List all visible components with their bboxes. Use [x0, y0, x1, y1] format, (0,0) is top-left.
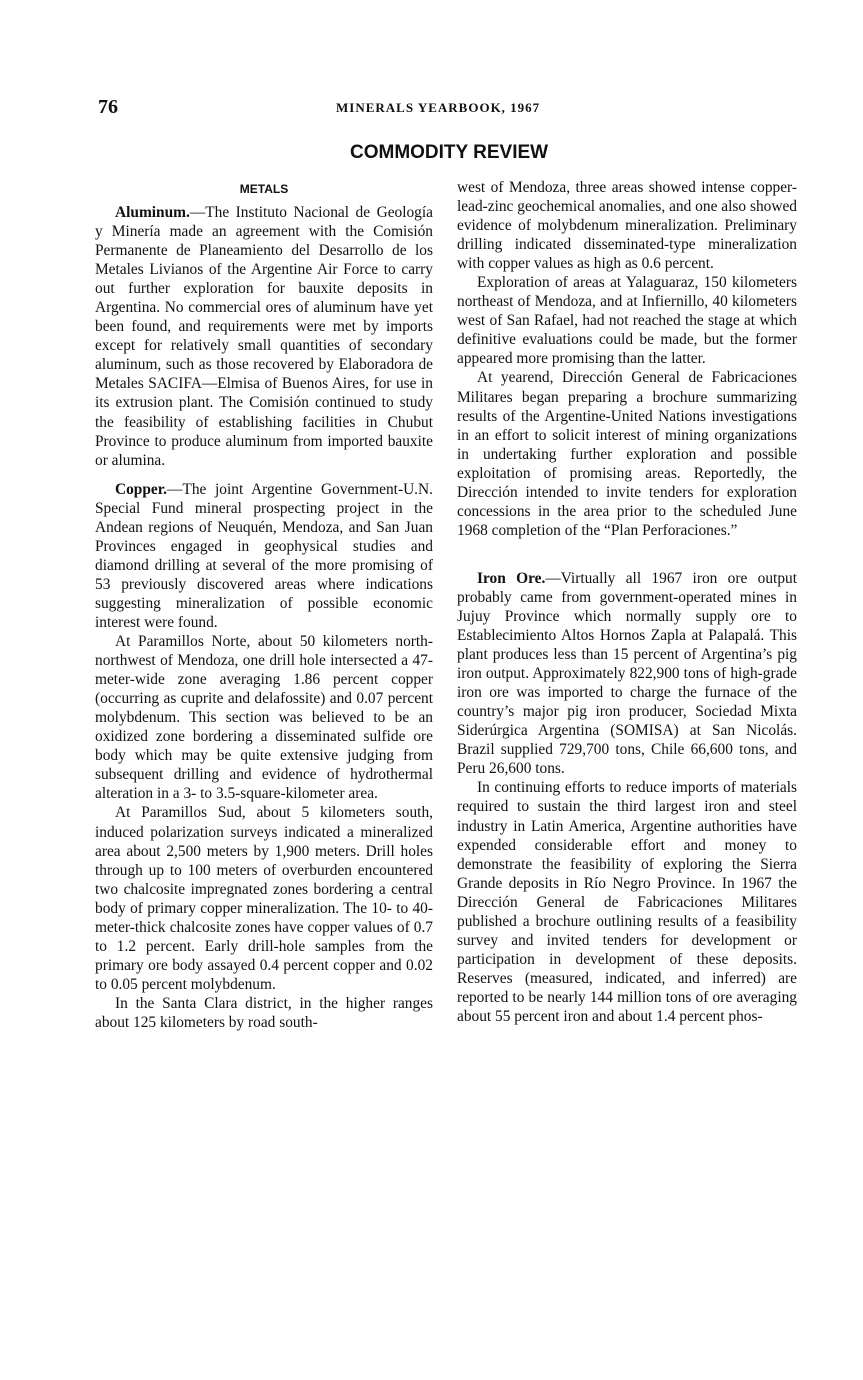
santa-clara-paragraph: In the Santa Clara district, in the higher ranges about 125 kilometers by road south- — [95, 994, 433, 1031]
iron-ore-text: —Virtually all 1967 iron ore output probably came from government-operated mines in Jujuy Province which normally supply ore to Establecimiento Altos Hornos Zapla at Palapalá. This plant produces less than 15 percent of Argentina’s pig iron output. Approximately 822,900 tons of high-grade iron ore was imported to charge the furnace of the country’s major pig iron producer, Sociedad Mixta Siderúrgica Argentina (SOMISA) at San Nicolás. Brazil supplied 729,700 tons, Chile 66,600 tons, and Peru 26,600 tons. — [457, 569, 797, 778]
iron-ore-paragraph — [457, 569, 797, 779]
iron-ore-lead: Iron Ore. — [477, 569, 546, 587]
paramillos-norte-paragraph: At Paramillos Norte, about 50 kilometers north-northwest of Mendoza, one drill hole intersected a 47-meter-wide zone averaging 1.86 percent copper (occurring as cuprite and delafossite) and 0.07 percent molybdenum. This section was believed to be an oxidized zone bordering a disseminated sulfide ore body which may be quite extensive judging from subsequent drilling and evidence of hydrothermal alteration in a 3- to 3.5-square-kilometer area. — [95, 633, 433, 803]
page-number: 76 — [98, 96, 118, 118]
santa-clara-continuation: west of Mendoza, three areas showed intense copper-lead-zinc geochemical anomalies, and one also showed evidence of molybdenum mineralization. Preliminary drilling indicated disseminated-type mineralization with copper values as high as 0.6 percent. — [457, 179, 797, 273]
aluminum-text: —The Instituto Nacional de Geología y Minería made an agreement with the Comisión Permanente de Planeamiento del Desarrollo de los Metales Livianos of the Argentine Air Force to carry out further exploration for bauxite deposits in Argentina. No commercial ores of aluminum have yet been found, and requirements were met by imports except for relatively small quantities of secondary aluminum, such as those recovered by Elaboradora de Metales SACIFA—Elmisa of Buenos Aires, for use in its extrusion plant. The Comisión continued to study the feasibility of establishing facilities in Chubut Province to produce aluminum from imported bauxite or alumina. — [95, 204, 433, 469]
left-column — [95, 178, 433, 1032]
paramillos-sud-paragraph: At Paramillos Sud, about 5 kilometers south, induced polarization surveys indicated a mineralized area about 2,500 meters by 1,900 meters. Drill holes through up to 100 meters of overburden encountered two chalcosite impregnated zones bordering a central body of primary copper mineralization. The 10- to 40-meter-thick chalcosite zones have copper values of 0.7 to 1.2 percent. Early drill-hole samples from the primary ore body assayed 0.4 percent copper and 0.02 to 0.05 percent molybdenum. — [95, 804, 433, 993]
yearend-paragraph: At yearend, Dirección General de Fabricaciones Militares began preparing a brochure summarizing results of the Argentine-United Nations investigations in an effort to solicit interest of mining organizations in undertaking further exploration and possible exploitation of promising areas. Reportedly, the Dirección intended to invite tenders for exploration concessions in the area prior to the scheduled June 1968 completion of the “Plan Perforaciones.” — [457, 369, 797, 539]
running-head: MINERALS YEARBOOK, 1967 — [336, 100, 541, 115]
sierra-grande-paragraph: In continuing efforts to reduce imports of materials required to sustain the third largest iron and steel industry in Latin America, Argentine authorities have expended considerable effort and money to demonstrate the feasibility of exploring the Sierra Grande deposits in Río Negro Province. In 1967 the Dirección General de Fabricaciones Militares published a brochure outlining results of a feasibility survey and invited tenders for development or participation in development of these deposits. Reserves (measured, indicated, and inferred) are reported to be nearly 144 million tons of ore averaging about 55 percent iron and about 1.4 percent phos- — [457, 779, 797, 1025]
page-header — [98, 96, 798, 120]
yalaguaraz-paragraph: Exploration of areas at Yalaguaraz, 150 kilometers northeast of Mendoza, and at Infiernillo, 40 kilometers west of San Rafael, had not reached the stage at which definitive evaluations could be made, but the former appeared more promising than the latter. — [457, 274, 797, 368]
section-title: COMMODITY REVIEW — [350, 142, 549, 163]
aluminum-paragraph — [95, 203, 433, 470]
copper-text: —The joint Argentine Government-U.N. Special Fund mineral prospecting project in the Andean regions of Neuquén, Mendoza, and San Juan Provinces engaged in geophysical studies and diamond drilling at several of the more promising of 53 previously discovered areas where indications suggesting mineralization of possible economic interest were found. — [95, 480, 433, 631]
aluminum-lead: Aluminum. — [115, 204, 190, 221]
right-column — [457, 178, 797, 1026]
copper-lead: Copper. — [115, 480, 168, 498]
metals-heading: METALS — [239, 182, 289, 196]
copper-paragraph — [95, 480, 433, 632]
